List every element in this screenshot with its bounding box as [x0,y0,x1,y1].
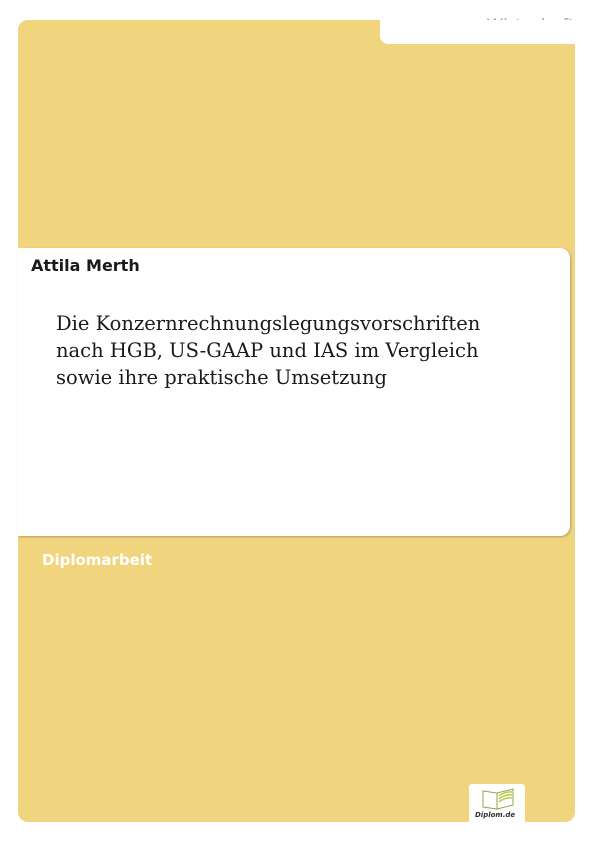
cover-panel [18,20,575,822]
title-line-1: Die Konzernrechnungslegungsvorschriften [56,312,481,335]
title-line-3: sowie ihre praktische Umsetzung [56,366,387,389]
title-line-2: nach HGB, US-GAAP und IAS im Vergleich [56,339,479,362]
open-book-icon [481,787,515,811]
book-title [56,310,556,391]
title-card [18,248,570,536]
publisher-logo [469,784,525,824]
document-type-label: Diplomarbeit [42,551,153,569]
panel-notch [380,20,575,44]
publisher-logo-text: Diplom.de [475,811,516,819]
author-name: Attila Merth [31,256,140,275]
